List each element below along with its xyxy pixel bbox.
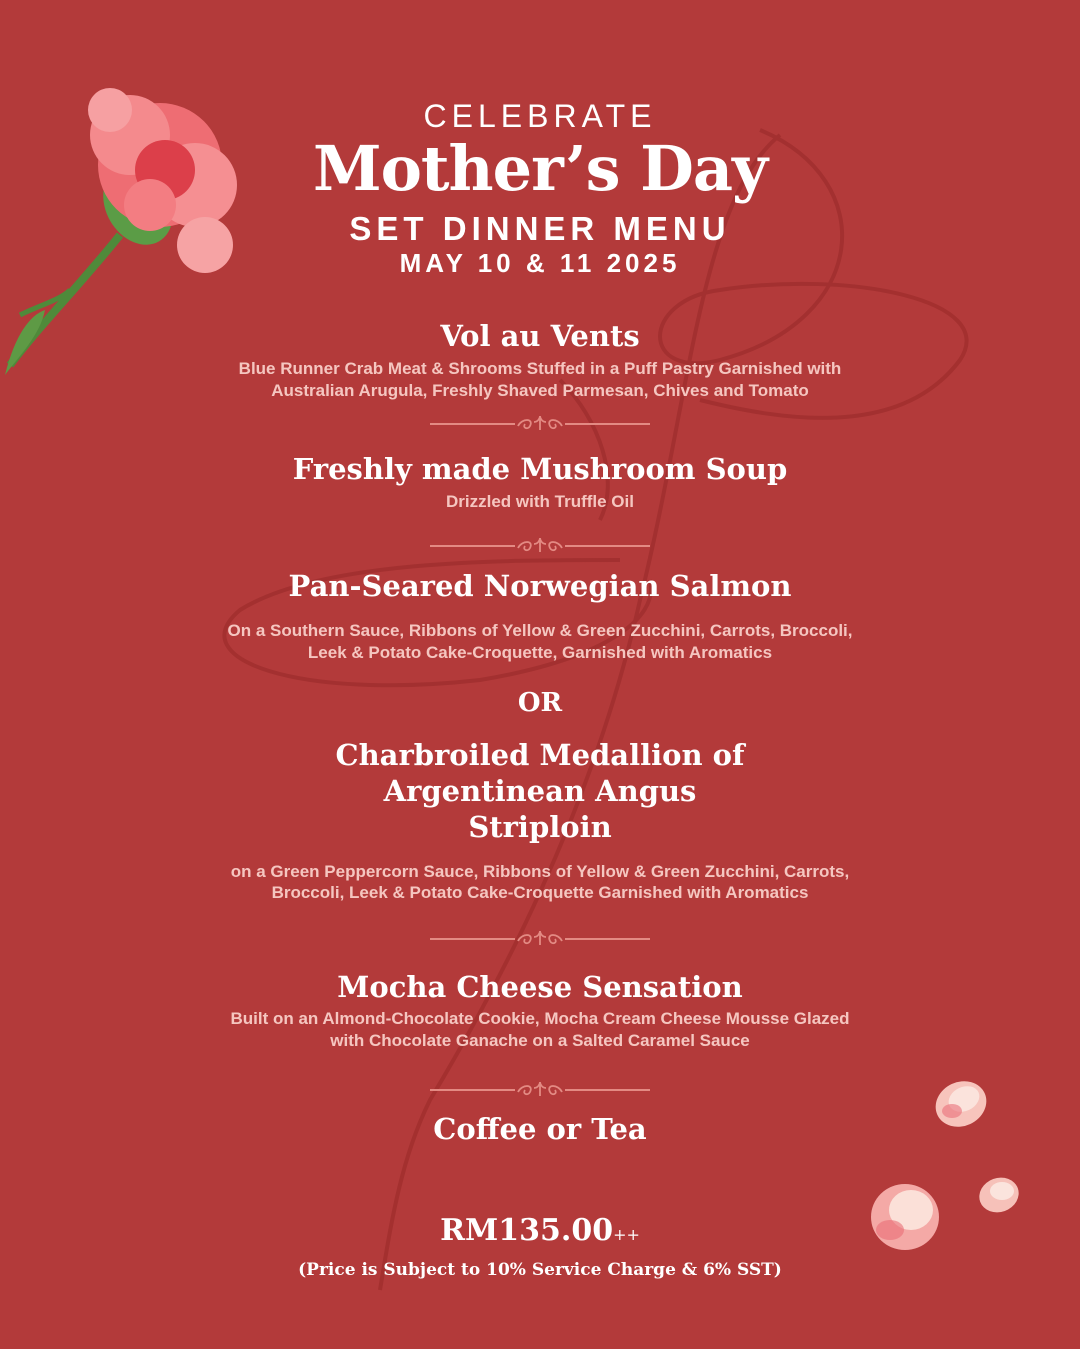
course-starter-desc-line2: Australian Arugula, Freshly Shaved Parmesan, Chives and Tomato xyxy=(271,381,809,400)
rose-petal-decoration-small xyxy=(975,1172,1023,1218)
course-main2-name-line2: Argentinean Angus xyxy=(383,774,697,808)
ornament-divider-3 xyxy=(430,929,650,949)
event-date: MAY 10 & 11 2025 xyxy=(399,248,681,278)
course-main1-desc-line2: Leek & Potato Cake-Croquette, Garnished with Aromatics xyxy=(307,643,773,662)
course-main2-name-line3: Striploin xyxy=(468,810,612,844)
page-title: Mother’s Day xyxy=(312,132,768,205)
course-dessert-name: Mocha Cheese Sensation xyxy=(337,970,743,1004)
course-starter-desc-line1: Blue Runner Crab Meat & Shrooms Stuffed in a Puff Pastry Garnished with xyxy=(238,359,842,378)
course-starter-name: Vol au Vents xyxy=(440,319,640,353)
course-beverage-name: Coffee or Tea xyxy=(433,1112,647,1146)
course-dessert-desc-line1: Built on an Almond-Chocolate Cookie, Mocha Cream Cheese Mousse Glazed xyxy=(230,1009,850,1028)
course-soup-name: Freshly made Mushroom Soup xyxy=(292,452,788,486)
ornament-divider-4 xyxy=(430,1080,650,1100)
or-separator: OR xyxy=(517,688,563,718)
rose-petal-decoration xyxy=(930,1075,992,1133)
course-main2-desc-line2: Broccoli, Leek & Potato Cake-Croquette Garnished with Aromatics xyxy=(271,883,809,902)
menu-subtitle: SET DINNER MENU xyxy=(349,210,731,247)
header-kicker: CELEBRATE xyxy=(423,98,657,134)
course-dessert-desc-line2: with Chocolate Ganache on a Salted Caramel Sauce xyxy=(330,1031,750,1050)
course-main1-desc-line1: On a Southern Sauce, Ribbons of Yellow & Green Zucchini, Carrots, Broccoli, xyxy=(227,621,853,640)
rose-petal-decoration-large xyxy=(865,1178,945,1256)
ornament-divider-2 xyxy=(430,536,650,556)
price-suffix: ++ xyxy=(613,1225,640,1244)
course-soup-desc: Drizzled with Truffle Oil xyxy=(446,492,634,511)
price-note: (Price is Subject to 10% Service Charge & 6% SST) xyxy=(298,1260,782,1280)
ornament-divider-1 xyxy=(430,414,650,434)
course-main1-name: Pan-Seared Norwegian Salmon xyxy=(288,569,792,603)
course-main2-desc-line1: on a Green Peppercorn Sauce, Ribbons of Yellow & Green Zucchini, Carrots, xyxy=(230,862,850,881)
course-main2-name-line1: Charbroiled Medallion of xyxy=(335,738,745,772)
price-value: RM135.00 xyxy=(440,1213,614,1248)
